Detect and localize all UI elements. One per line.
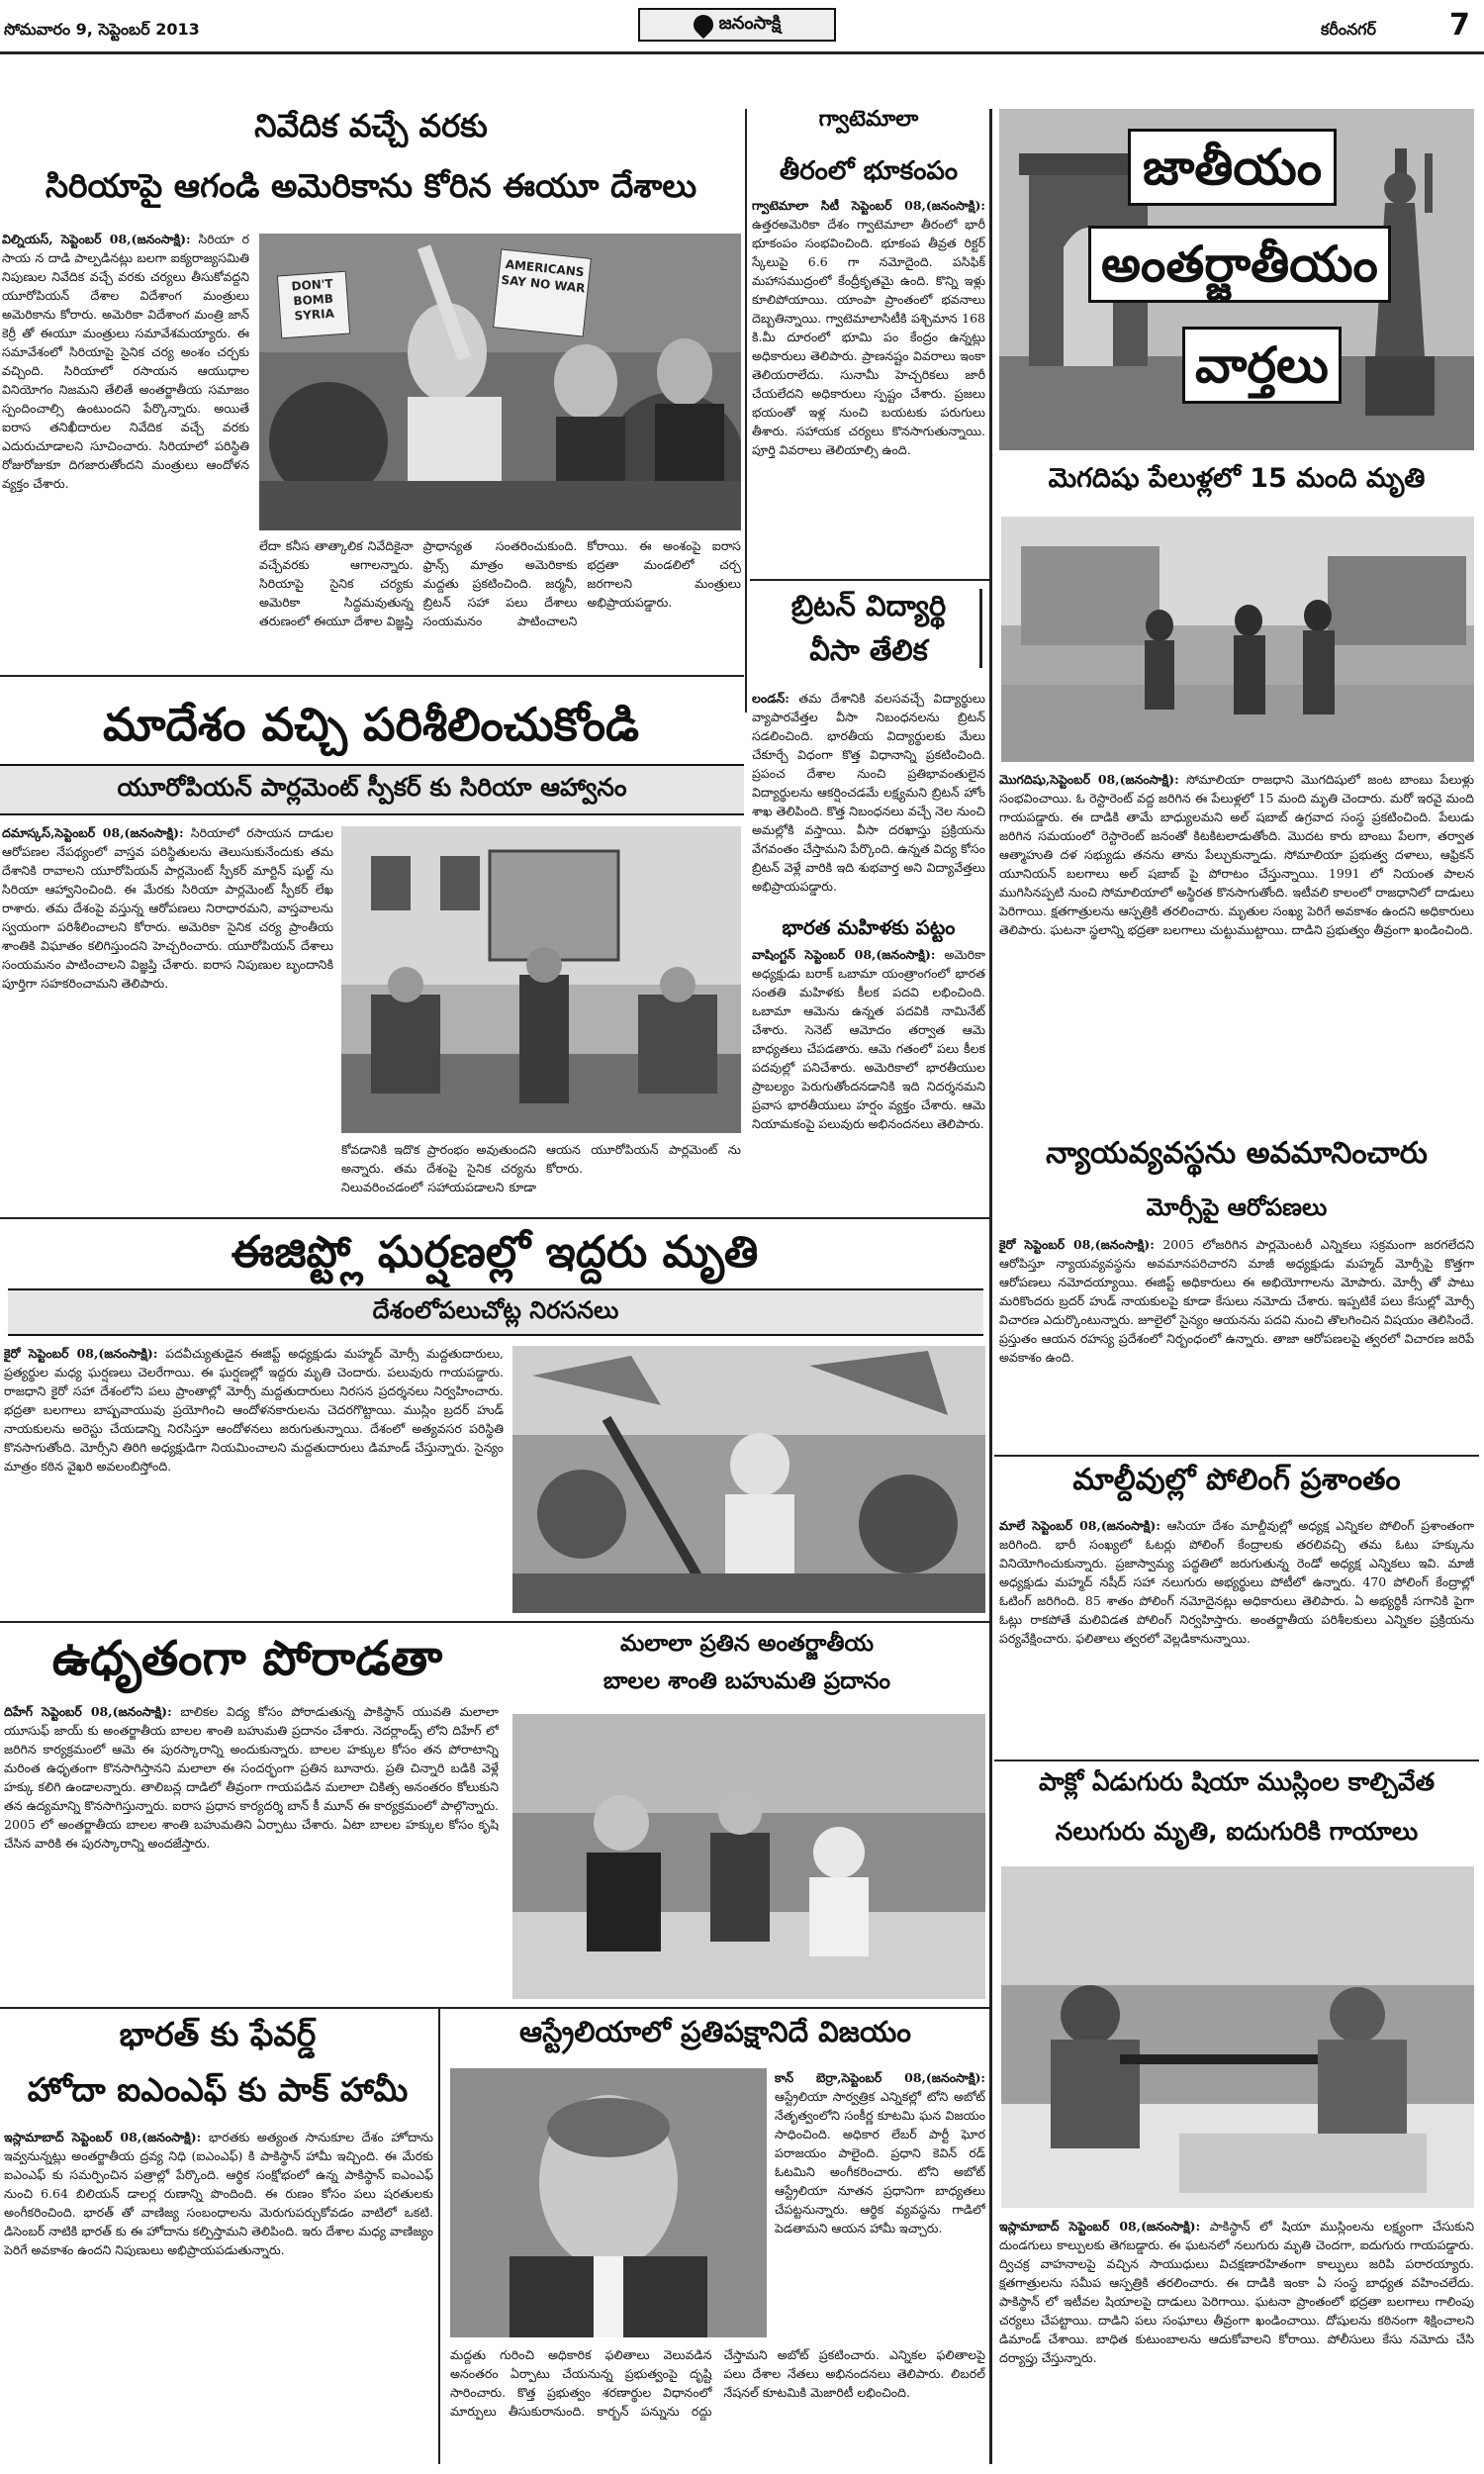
protest-sign-right-text: AMERICANS SAY NO WAR [500, 256, 587, 296]
s8-ceremony-photo [512, 1714, 985, 1999]
section-rule [0, 1621, 989, 1623]
s2-body [752, 196, 985, 597]
s1-body-bottom [259, 536, 741, 653]
s4-headline-bar [979, 589, 982, 668]
s4-body [752, 689, 985, 906]
protest-sign-left [277, 271, 350, 339]
protest-sign-right [493, 248, 592, 336]
s4-dateline: లండన్: [752, 691, 789, 706]
s1-text-continued: లేదా కనీస తాత్కాలిక నివేదికైనా వచ్చేవరకు ఆగాలన్నారు. సిరియాపై సైనిక చర్యకు అమెరికా సిద్ధమవుతున్న తరుణంలో ఈయూ దేశాల విజ్ఞప్తి ప్రాధాన్యత సంతరించుకుంది. ఫ్రాన్స్ మాత్రం అమెరికాకు మద్దతు ప్రకటించింది. జర్మనీ, బ్రిటన్ సహా పలు దేశాలు సంయమనం పాటించాలని కోరాయి. ఈ అంశంపై ఐరాస భద్రతా మండలిలో చర్చ జరగాలని మంత్రులు అభిప్రాయపడ్డారు. [259, 538, 741, 628]
s1-headline: సిరియాపై ఆగండి అమెరికాను కోరిన ఈయూ దేశాలు [45, 166, 697, 205]
s13-text-continued: మద్దతు గురించి అధికారిక ఫలితాలు వెలువడిన అనంతరం ఏర్పాటు చేయనున్న ప్రభుత్వంపై దృష్టి సారించారు. కొత్త ప్రభుత్వం శరణార్థుల విధానంలో మార్పులు తీసుకురానుంది. కార్బన్ పన్నును రద్దు చేస్తామని అబోట్ ప్రకటించారు. ఎన్నికల ఫలితాలపై పలు దేశాల నేతలు అభినందనలు తెలిపారు. లిబరల్ నేషనల్ కూటమికి మెజారిటీ లభించింది. [450, 2347, 985, 2419]
s1-dateline: విల్నియస్, సెప్టెంబర్ 08,(జనంసాక్షి): [2, 232, 191, 246]
section-rule [0, 675, 744, 677]
s1-kicker: నివేదిక వచ్చే వరకు [254, 107, 488, 144]
protest-sign-left-text: DON'T BOMB SYRIA [291, 276, 335, 324]
s11-text: పాకిస్థాన్ లో షియా ముస్లింలను లక్ష్యంగా చేసుకుని దుండగులు కాల్పులకు తెగబడ్డారు. ఈ ఘటనలో నలుగురు మృతి చెందగా, ఐదుగురు గాయపడ్డారు. ద్విచక్ర వాహనాలపై వచ్చిన సాయుధులు విచక్షణారహితంగా కాల్పులు జరిపి పరారయ్యారు. క్షతగాత్రులను సమీప ఆస్పత్రికి తరలించారు. ఈ దాడికి ఇంకా ఏ సంస్థ బాధ్యత వహించలేదు. పాకిస్థాన్ లో ఇటీవల షియాలపై దాడులు పెరిగాయి. ఘటనా ప్రాంతంలో భద్రతా బలగాలు గాలింపు చర్యలు చేపట్టాయి. దాడిని పలు సంఘాలు తీవ్రంగా ఖండించాయి. దోషులను కఠినంగా శిక్షించాలని డిమాండ్ చేశాయి. బాధిత కుటుంబాలను ఆదుకోవాలని కోరాయి. పోలీసులు కేసు నమోదు చేసి దర్యాప్తు చేస్తున్నారు. [999, 2219, 1474, 2365]
s13-body-bottom [450, 2345, 985, 2459]
s10-headline: మాల్దీవుల్లో పోలింగ్ ప్రశాంతం [1072, 1463, 1401, 1497]
s7-headline: ఈజిప్ట్లో ఘర్షణల్లో ఇద్దరు మృతి [231, 1227, 759, 1278]
s8-body [4, 1702, 499, 1999]
s1-text: సిరియా ర సాయ న దాడి పాల్పడినట్లు బలగా ఐక్యరాజ్యసమితి నిపుణుల నివేదిక వచ్చే వరకు చర్యలు తీసుకోవద్దని యూరోపియన్ దేశాల విదేశాంగ మంత్రులు అమెరికాను కోరారు. అమెరికా విదేశాంగ మంత్రి జాన్ కెర్రీ తో ఈయూ మంత్రులు సమావేశమయ్యారు. ఈ సమావేశంలో సిరియాపై సైనిక చర్య అంశం చర్చకు వచ్చింది. సిరియాలో రసాయన ఆయుధాల వినియోగం నిజమని తేలితే అంతర్జాతీయ సమాజం స్పందించాల్సి ఉంటుందని పేర్కొన్నారు. అయితే ఐరాస తనిఖీదారుల నివేదిక వచ్చే వరకు ఎదురుచూడాలని సూచించారు. సిరియాలో పరిస్థితి రోజురోజుకూ దిగజారుతోందని మంత్రులు ఆందోళన వ్యక్తం చేశారు. [2, 232, 249, 491]
s6-dateline: దమాస్కస్,సెప్టెంబర్ 08,(జనంసాక్షి): [2, 825, 184, 840]
masthead-logo [638, 8, 836, 42]
s2-kicker: గ్వాటెమాలా [818, 107, 919, 132]
s8-headline: ఉధృతంగా పోరాడతా [51, 1631, 443, 1686]
s8-subhead-line-2: బాలల శాంతి బహుమతి ప్రదానం [603, 1668, 891, 1694]
flame-logo-icon [689, 11, 716, 39]
column-divider [989, 109, 992, 2464]
section-rule [994, 1455, 1479, 1457]
s13-dateline: కాన్ బెర్రా,సెప్టెంబర్ 08,(జనంసాక్షి): [775, 2070, 985, 2085]
s13-abbott-photo [450, 2068, 767, 2337]
masthead-paper-name: జనంసాక్షి [718, 12, 782, 34]
column-divider [438, 2009, 440, 2464]
s6-subhead: యూరోపియన్ పార్లమెంట్ స్పీకర్ కు సిరియా ఆహ్వానం [0, 764, 744, 815]
section-rule [0, 2007, 989, 2009]
s9-body [999, 1235, 1474, 1463]
s5-body [752, 945, 985, 1204]
masthead-edition: కరీంనగర్ [1321, 20, 1377, 39]
s6-text: సిరియాలో రసాయన దాడుల ఆరోపణల నేపథ్యంలో వాస్తవ పరిస్థితులను తెలుసుకునేందుకు తమ దేశానికి రావాలని యూరోపియన్ పార్లమెంట్ స్పీకర్ మార్టిన్ షుల్జ్ ను సిరియా ఆహ్వానించింది. ఈ మేరకు సిరియా పార్లమెంట్ స్పీకర్ లేఖ రాశారు. తమ దేశంపై వస్తున్న ఆరోపణలు నిరాధారమని, వాస్తవాలను స్వయంగా పరిశీలించాలని కోరారు. అమెరికా సైనిక చర్య ప్రాంతీయ శాంతికి విఘాతం కలిగిస్తుందని హెచ్చరించారు. యూరోపియన్ దేశాలు సంయమనం పాటించాలని విజ్ఞప్తి చేశారు. ఐరాస నిపుణుల బృందానికి పూర్తిగా సహకరించామని తెలిపారు. [2, 825, 333, 991]
s10-text: ఆసియా దేశం మాల్దీవుల్లో అధ్యక్ష ఎన్నికల పోలింగ్ ప్రశాంతంగా జరిగింది. భారీ సంఖ్యలో ఓటర్లు పోలింగ్ కేంద్రాలకు తరలివచ్చి తమ ఓటు హక్కును వినియోగించుకున్నారు. ప్రజాస్వామ్య పద్ధతిలో జరుగుతున్న రెండో అధ్యక్ష ఎన్నికలు ఇవి. మాజీ అధ్యక్షుడు మహ్మద్ నషీద్ సహా నలుగురు అభ్యర్థులు పోటీలో ఉన్నారు. 470 పోలింగ్ కేంద్రాల్లో ఓటింగ్ జరిగింది. 85 శాతం పోలింగ్ నమోదైనట్లు అధికారులు తెలిపారు. ఏ అభ్యర్థికీ సగానికి పైగా ఓట్లు రాకపోతే మలివిడత పోలింగ్ నిర్వహిస్తారు. అంతర్జాతీయ పరిశీలకులు ఎన్నికల ప్రక్రియను పర్యవేక్షించారు. ఫలితాలు త్వరలో వెల్లడికానున్నాయి. [999, 1518, 1474, 1646]
s4-text: తమ దేశానికి వలసవచ్చే విద్యార్థులు వ్యాపారవేత్తల వీసా నిబంధనలను బ్రిటన్ సడలించింది. భారతీయ విద్యార్థులకు మేలు చేకూర్చే విధంగా కొత్త విధానాన్ని ప్రకటించింది. ప్రపంచ దేశాల నుంచి ప్రతిభావంతులైన విద్యార్థులను ఆకర్షించడమే లక్ష్యమని బ్రిటన్ హోం శాఖ తెలిపింది. కొత్త నిబంధనలు వచ్చే నెల నుంచి అమల్లోకి వస్తాయి. వీసా దరఖాస్తు ప్రక్రియను వేగవంతం చేస్తామని పేర్కొంది. ఉన్నత విద్య కోసం బ్రిటన్ వెళ్లే వారికి ఇది శుభవార్త అని విద్యావేత్తలు అభిప్రాయపడ్డారు. [752, 691, 985, 894]
s3-dateline: మొగదిషు,సెప్టెంబర్ 08,(జనంసాక్షి): [999, 772, 1179, 787]
s6-headline: మాదేశం వచ్చి పరిశీలించుకోండి [102, 698, 640, 751]
s9-text: 2005 లోజరిగిన పార్లమెంటరీ ఎన్నికలు సక్రమంగా జరగలేదని ఆరోపిస్తూ న్యాయవ్యవస్థను అవమానపరిచారని మాజీ అధ్యక్షుడు మహ్మద్ మోర్సీపై కొత్తగా ఆరోపణలు నమోదయ్యాయి. ఈజిప్ట్ అధికారులు ఈ అభియోగాలను మోపారు. మోర్సీ తో పాటు మరికొందరు బ్రదర్ హుడ్ నాయకులపై కూడా కేసులు నమోదు చేశారు. ఇప్పటికే పలు కేసుల్లో మోర్సీ విచారణ ఎదుర్కొంటున్నారు. జూలైలో సైన్యం ఆయనను పదవి నుంచి తొలగించిన విషయం తెలిసిందే. ప్రస్తుతం ఆయన రహస్య ప్రదేశంలో నిర్బంధంలో ఉన్నారు. తాజా ఆరోపణలపై త్వరలో విచారణ జరిపే అవకాశం ఉంది. [999, 1237, 1474, 1365]
s11-body [999, 2217, 1474, 2464]
s1-protest-photo [259, 234, 741, 530]
s7-text: పదవీచ్యుతుడైన ఈజిప్ట్ అధ్యక్షుడు మహ్మద్ మోర్సీ మద్దతుదారులు, ప్రత్యర్థుల మధ్య ఘర్షణలు చెలరేగాయి. ఈ ఘర్షణల్లో ఇద్దరు మృతి చెందారు. పలువురు గాయపడ్డారు. రాజధాని కైరో సహా దేశంలోని పలు ప్రాంతాల్లో మోర్సీ మద్దతుదారులు నిరసన ప్రదర్శనలు నిర్వహించారు. భద్రతా బలగాలు బాష్పవాయువు ప్రయోగించి ఆందోళనకారులను చెదరగొట్టాయి. ముస్లిం బ్రదర్ హుడ్ నాయకులను అరెస్టు చేయడాన్ని నిరసిస్తూ ఆందోళనలు జరుగుతున్నాయి. దేశంలో అత్యవసర పరిస్థితి కొనసాగుతోంది. మోర్సీని తిరిగి అధ్యక్షుడిగా నియమించాలని మద్దతుదారులు డిమాండ్ చేస్తున్నారు. సైన్యం మాత్రం కఠిన వైఖరి అవలంబిస్తోంది. [4, 1346, 504, 1474]
s9-subhead: మోర్సీపై ఆరోపణలు [1146, 1193, 1328, 1221]
section-rule [0, 1217, 989, 1219]
s12-headline-line-2: హోదా ఐఎంఎఫ్ కు పాక్ హామీ [27, 2070, 409, 2109]
masthead-rule [0, 51, 1484, 54]
s10-dateline: మాలే సెప్టెంబర్ 08,(జనంసాక్షి): [999, 1518, 1160, 1533]
s1-body-left [2, 230, 249, 665]
s12-body [4, 2128, 433, 2459]
s12-dateline: ఇస్లామాబాద్ సెప్టెంబర్ 08,(జనంసాక్షి): [4, 2130, 202, 2144]
s8-text: బాలికల విద్య కోసం పోరాడుతున్న పాకిస్థాన్ యువతి మలాలా యూసుఫ్ జాయ్ కు అంతర్జాతీయ బాలల శాంతి బహుమతి ప్రదానం చేశారు. నెదర్లాండ్స్ లోని దిహేగ్ లో జరిగిన కార్యక్రమంలో ఆమె ఈ పురస్కారాన్ని అందుకున్నారు. బాలల హక్కుల కోసం తన పోరాటాన్ని మరింత ఉధృతంగా కొనసాగిస్తానని మలాలా ఈ సందర్భంగా ప్రతిన బూనారు. ప్రతి చిన్నారి బడికి వెళ్లే హక్కు కలిగి ఉండాలన్నారు. తాలిబన్ల దాడిలో తీవ్రంగా గాయపడిన మలాలా చికిత్స అనంతరం కోలుకుని తన ఉద్యమాన్ని కొనసాగిస్తున్నారు. ఐరాస ప్రధాన కార్యదర్శి బాన్ కీ మూన్ ఈ కార్యక్రమంలో పాల్గొన్నారు. 2005 లో అంతర్జాతీయ బాలల శాంతి బహుమతిని ఏర్పాటు చేశారు. ఏటా బాలల హక్కుల కోసం కృషి చేసిన వారికి ఈ పురస్కారాన్ని అందజేస్తారు. [4, 1704, 499, 1851]
s3-body [999, 770, 1474, 1085]
s10-body [999, 1516, 1474, 1759]
s12-text: భారతకు అత్యంత సానుకూల దేశం హోదాను ఇవ్వనున్నట్లు అంతర్జాతీయ ద్రవ్య నిధి (ఐఎంఎఫ్) కి పాకిస్థాన్ హామీ ఇచ్చింది. ఈ మేరకు ఐఎంఎఫ్ కు సమర్పించిన పత్రాల్లో పేర్కొంది. ఆర్థిక సంక్షోభంలో ఉన్న పాకిస్థాన్ ఐఎంఎఫ్ నుంచి 6.64 బిలియన్ డాలర్ల రుణాన్ని పొందింది. ఈ రుణం కోసం పలు షరతులకు అంగీకరించింది. భారత్ తో వాణిజ్య సంబంధాలను మెరుగుపర్చుకోవడం వాటిలో ఒకటి. డిసెంబర్ నాటికి భారత్ కు ఈ హోదాను కల్పిస్తామని తెలిపింది. ఇరు దేశాల మధ్య వాణిజ్యం పెరిగే అవకాశం ఉందని నిపుణులు అభిప్రాయపడుతున్నారు. [4, 2130, 433, 2257]
s2-text: ఉత్తరఅమెరికా దేశం గ్వాటెమాలా తీరంలో భారీ భూకంపం సంభవించింది. భూకంప తీవ్రత రిక్టర్ స్కేలుపై 6.6 గా నమోదైంది. పసిఫిక్ మహాసముద్రంలో కేంద్రీకృతమై ఉంది. కొన్ని ఇళ్లు కూలిపోయాయి. యాంపా ప్రాంతంలో భవనాలు దెబ్బతిన్నాయి. గ్వాటెమాలాసిటీకి పశ్చిమాన 168 కి.మీ దూరంలో భూమి పం కేంద్రం ఉన్నట్లు అధికారులు తెలిపారు. ప్రాణనష్టం వివరాలు ఇంకా తెలియరాలేదు. సునామీ హెచ్చరికలు జారీ చేయలేదని అధికారులు స్పష్టం చేశారు. ప్రజలు భయంతో ఇళ్ల నుంచి బయటకు పరుగులు తీశారు. సహాయక చర్యలు కొనసాగుతున్నాయి. పూర్తి వివరాలు తెలియాల్సి ఉంది. [752, 217, 985, 457]
s3-text: సోమాలియా రాజధాని మొగదిషులో జంట బాంబు పేలుళ్లు సంభవించాయి. ఓ రెస్టారెంట్ వద్ద జరిగిన ఈ పేలుళ్లలో 15 మంది మృతి చెందారు. మరో ఇరవై మంది గాయపడ్డారు. ఈ దాడికి తామే బాధ్యులమని అల్ షబాబ్ ఉగ్రవాద సంస్థ ప్రకటించింది. పేలుడు జరిగిన సమయంలో రెస్టారెంట్ జనంతో కిటకిటలాడుతోంది. మొదట కారు బాంబు పేలగా, తర్వాత ఆత్మాహుతి దళ సభ్యుడు తనను తాను పేల్చుకున్నాడు. సోమాలియా ప్రభుత్వ దళాలు, ఆఫ్రికన్ యూనియన్ బలగాలు అల్ షబాబ్ పై పోరాటం చేస్తున్నాయి. 1991 లో నియంత పాలన ముగిసినప్పటి నుంచి సోమాలియాలో అస్థిరత కొనసాగుతోంది. ఇటీవలి కాలంలో రాజధానిలో దాడులు పెరిగాయి. క్షతగాత్రులను ఆస్పత్రికి తరలించారు. మృతుల సంఖ్య పెరిగే అవకాశం ఉందని అధికారులు తెలిపారు. ఘటనా స్థలాన్ని భద్రతా బలగాలు చుట్టుముట్టాయి. దాడిని ప్రభుత్వం తీవ్రంగా ఖండించింది. [999, 772, 1474, 937]
s9-dateline: కైరో సెప్టెంబర్ 08,(జనంసాక్షి): [999, 1237, 1155, 1252]
s6-text-continued: కోవడానికి ఇదొక ప్రారంభం అవుతుందని అన్నారు. తమ దేశంపై సైనిక చర్యను నిలువరించడంలో సహాయపడాలని కూడా ఆయన యూరోపియన్ పార్లమెంట్ ను కోరారు. [341, 1142, 741, 1194]
banner-text-line-3: వార్తలు [1182, 327, 1342, 404]
s5-dateline: వాషింగ్టన్ సెప్టెంబర్ 08,(జనంసాక్షి): [752, 947, 936, 962]
s6-meeting-photo [341, 826, 741, 1133]
masthead [0, 0, 1484, 61]
banner-text-line-2: అంతర్జాతీయం [1088, 226, 1391, 303]
s7-protest-photo [512, 1346, 985, 1613]
banner-text-line-1: జాతీయం [1128, 129, 1337, 206]
s3-headline: మెగదిషు పేలుళ్లలో 15 మంది మృతి [1048, 463, 1426, 494]
s3-soldiers-photo [1001, 517, 1474, 762]
s13-text: ఆస్ట్రేలియా సార్వత్రిక ఎన్నికల్లో టోని అబోట్ నేతృత్వంలోని సంకీర్ణ కూటమి ఘన విజయం సాధించింది. అధికార లేబర్ పార్టీ ఘోర పరాజయం పాలైంది. ప్రధాని కెవిన్ రడ్ ఓటమిని అంగీకరించారు. టోని అబోట్ ఆస్ట్రేలియా నూతన ప్రధానిగా బాధ్యతలు చేపట్టనున్నారు. ఆర్థిక వ్యవస్థను గాడిలో పెడతామని ఆయన హామీ ఇచ్చారు. [775, 2089, 985, 2236]
s4-headline-line-2: వీసా తేలిక [809, 633, 928, 667]
s13-body-right [775, 2068, 985, 2337]
s7-body [4, 1344, 504, 1603]
s8-dateline: దిహేగ్ సెప్టెంబర్ 08,(జనంసాక్షి): [4, 1704, 172, 1719]
s2-dateline: గ్వాటెమాలా సిటీ సెప్టెంబర్ 08,(జనంసాక్షి): [752, 198, 985, 213]
section-rule [750, 579, 989, 581]
s11-dateline: ఇస్లామాబాద్ సెప్టెంబర్ 08,(జనంసాక్షి): [999, 2219, 1201, 2234]
s5-headline: భారత మహిళకు పట్టం [782, 915, 956, 939]
s9-headline: న్యాయవ్యవస్థను అవమానించారు [1046, 1136, 1428, 1171]
s8-subhead-line-1: మలాలా ప్రతిన అంతర్జాతీయ [619, 1631, 875, 1657]
masthead-date: సోమవారం 9, సెప్టెంబర్ 2013 [4, 20, 200, 39]
s11-subhead: నలుగురు మృతి, ఐదుగురికి గాయాలు [1055, 1817, 1419, 1846]
s13-headline: ఆస్ట్రేలియాలో ప్రతిపక్షానిదే విజయం [519, 2015, 911, 2048]
column-divider [745, 109, 747, 713]
s5-text: అమెరికా అధ్యక్షుడు బరాక్ ఒబామా యంత్రాంగంలో భారత సంతతి మహిళకు కీలక పదవి లభించింది. ఒబామా ఆమెను ఉన్నత పదవికి నామినేట్ చేశారు. సెనెట్ ఆమోదం తర్వాత ఆమె బాధ్యతలు చేపడతారు. ఆమె గతంలో పలు కీలక పదవుల్లో పనిచేశారు. అమెరికాలో భారతీయుల ప్రాబల్యం పెరుగుతోందనడానికి ఇది నిదర్శనమని ప్రవాస భారతీయులు హర్షం వ్యక్తం చేశారు. ఆమె నియామకంపై పలువురు అభినందనలు తెలిపారు. [752, 947, 985, 1131]
s11-security-photo [1001, 1866, 1474, 2208]
s12-headline-line-1: భారత్ కు ఫేవర్డ్ [119, 2015, 317, 2053]
s2-headline: తీరంలో భూకంపం [779, 156, 959, 186]
section-banner [999, 109, 1474, 450]
s7-subhead: దేశంలోపలుచోట్ల నిరసనలు [8, 1288, 983, 1336]
s11-headline: పాక్లో ఏడుగురు షియా ముస్లింల కాల్చివేత [1038, 1767, 1436, 1796]
s4-headline-line-1: బ్రిటన్ విద్యార్థి [790, 589, 947, 622]
section-rule [994, 1760, 1479, 1761]
s6-body-continued [341, 1140, 741, 1219]
s7-dateline: కైరో సెప్టెంబర్ 08,(జనంసాక్షి): [4, 1346, 158, 1361]
page-number: 7 [1449, 8, 1470, 43]
s6-body [2, 823, 333, 1219]
